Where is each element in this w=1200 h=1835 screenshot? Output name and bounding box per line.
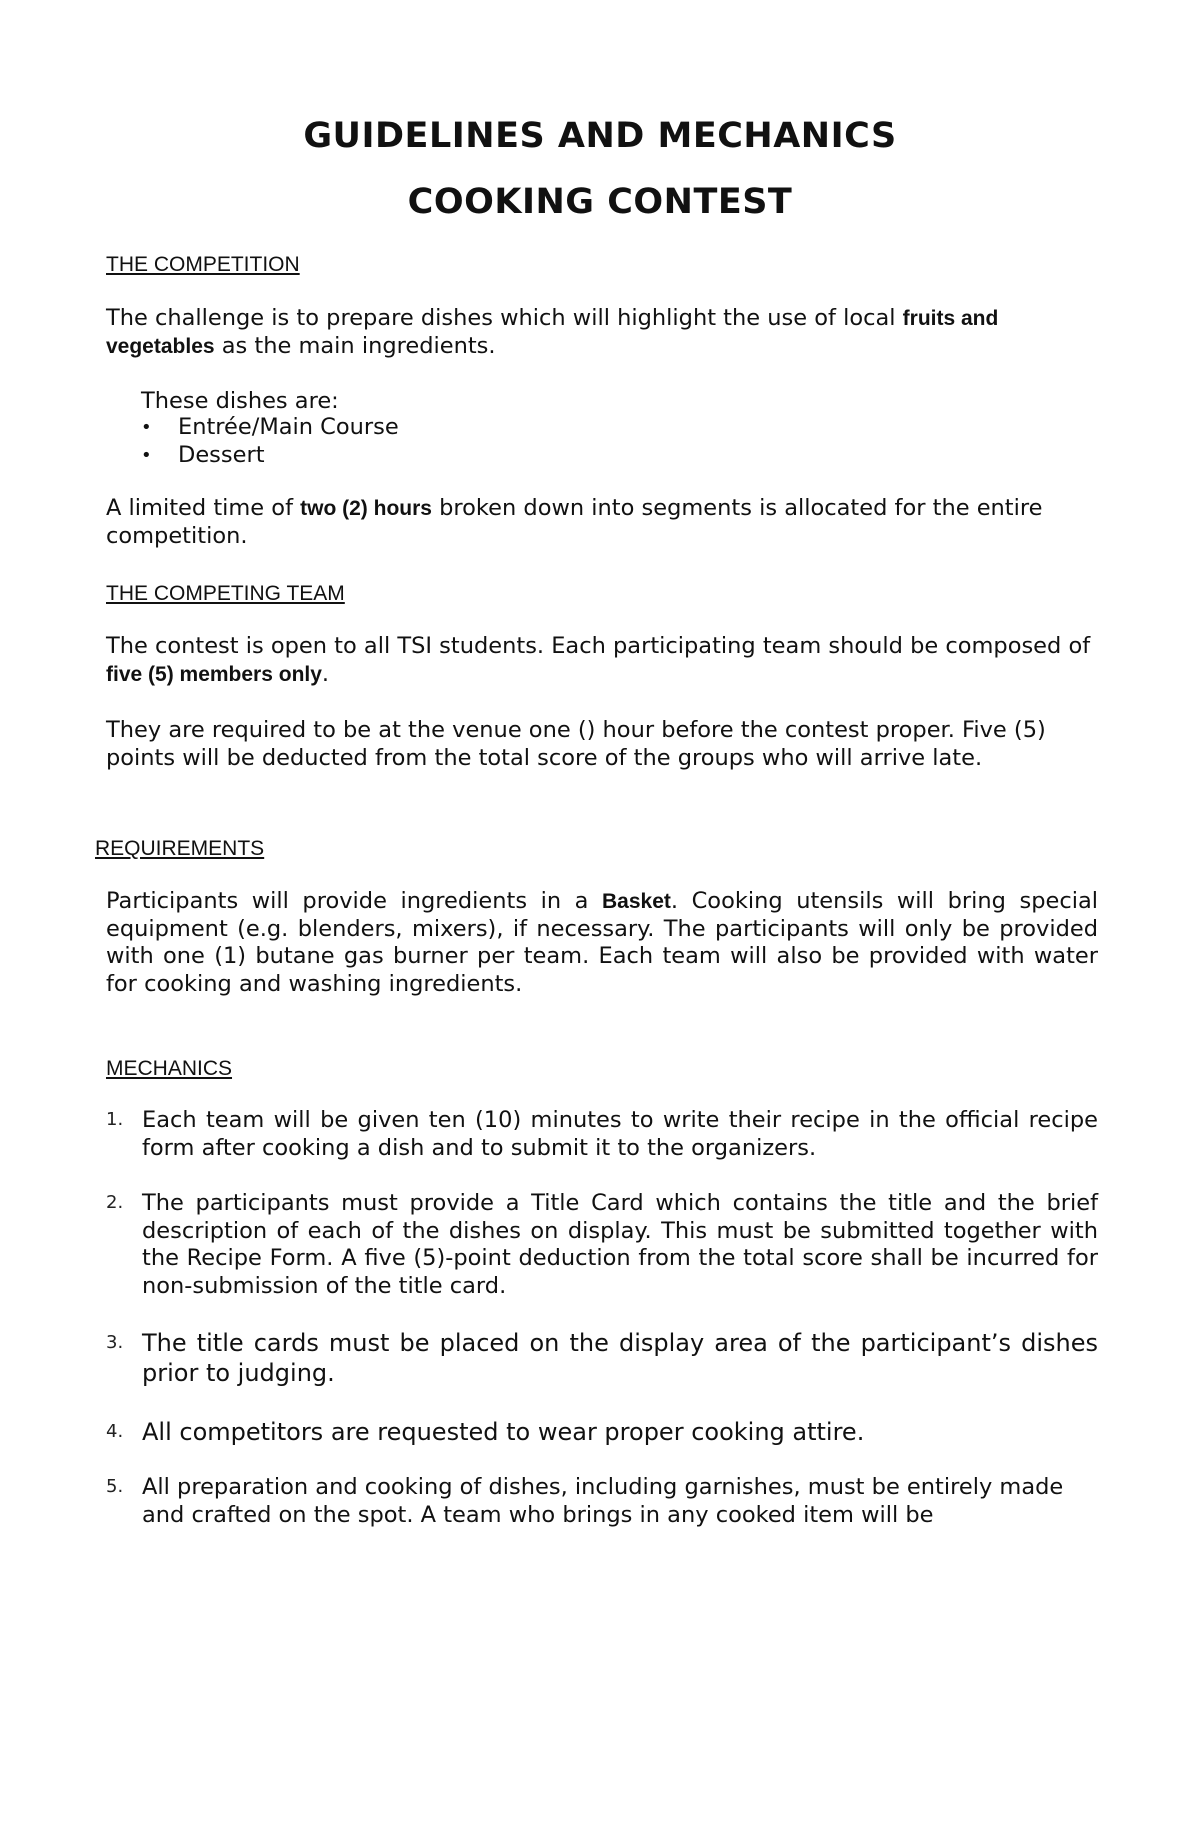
team-paragraph-1: The contest is open to all TSI students. Each participating team should be composed of five (5) members only. [106, 633, 1091, 687]
item-text: The participants must provide a Title Card which contains the title and the brief description of each of the dishes on display. This must be submitted together with the Recipe Form. A five (5)-point deduction from the total score shall be incurred for non-submission of the title card. [142, 1190, 1098, 1299]
item-number: 1. [106, 1109, 124, 1130]
dishes-intro: These dishes are: [141, 388, 339, 414]
requirements-paragraph: Participants will provide ingredients in a Basket. Cooking utensils will bring special equipment (e.g. blenders, mixers), if necessary. The participants will only be provided with one (1) butane gas burner per team. Each team will also be provided with water for cooking and washing ingredients. [106, 888, 1098, 997]
competition-heading: THE COMPETITION [106, 253, 300, 276]
list-item [106, 1328, 1098, 1388]
bullet-icon: • [141, 444, 152, 466]
requirements-heading: REQUIREMENTS [95, 837, 265, 860]
item-number: 2. [106, 1192, 124, 1213]
item-number: 5. [106, 1476, 124, 1497]
list-item [106, 1107, 1098, 1162]
item-text: The title cards must be placed on the display area of the participant’s dishes prior to judging. [142, 1329, 1098, 1387]
competition-bold-text: fruits and vegetables [106, 307, 999, 358]
team-bold-text: five (5) members only [106, 662, 322, 686]
item-text: All competitors are requested to wear proper cooking attire. [142, 1418, 865, 1446]
team-heading: THE COMPETING TEAM [106, 582, 345, 605]
list-item [106, 1417, 1098, 1447]
list-item [106, 1190, 1098, 1300]
mechanics-heading: MECHANICS [106, 1057, 233, 1080]
item-text: Each team will be given ten (10) minutes to write their recipe in the official recipe form after cooking a dish and to submit it to the organizers. [142, 1107, 1098, 1161]
item-text: All preparation and cooking of dishes, including garnishes, must be entirely made and crafted on the spot. A team who brings in any cooked item will be [142, 1474, 1064, 1528]
list-item [106, 1474, 1098, 1529]
document-subtitle: COOKING CONTEST [407, 182, 793, 222]
document-title: GUIDELINES AND MECHANICS [303, 116, 897, 156]
competition-paragraph: The challenge is to prepare dishes which will highlight the use of local fruits and vegetables as the main ingredients. [106, 305, 999, 359]
time-paragraph: A limited time of two (2) hours broken down into segments is allocated for the entire competition. [106, 495, 1043, 549]
requirements-bold-text: Basket [602, 890, 671, 913]
dishes-list [141, 414, 399, 469]
item-number: 4. [106, 1421, 124, 1442]
team-paragraph-2: They are required to be at the venue one () hour before the contest proper. Five (5) points will be deducted from the total score of the groups who will arrive late. [106, 717, 1046, 771]
list-item: • Entrée/Main Course [141, 414, 399, 440]
time-bold-text: two (2) hours [300, 497, 432, 520]
item-number: 3. [106, 1332, 124, 1353]
list-item: • Dessert [141, 441, 265, 468]
bullet-icon: • [141, 417, 152, 438]
